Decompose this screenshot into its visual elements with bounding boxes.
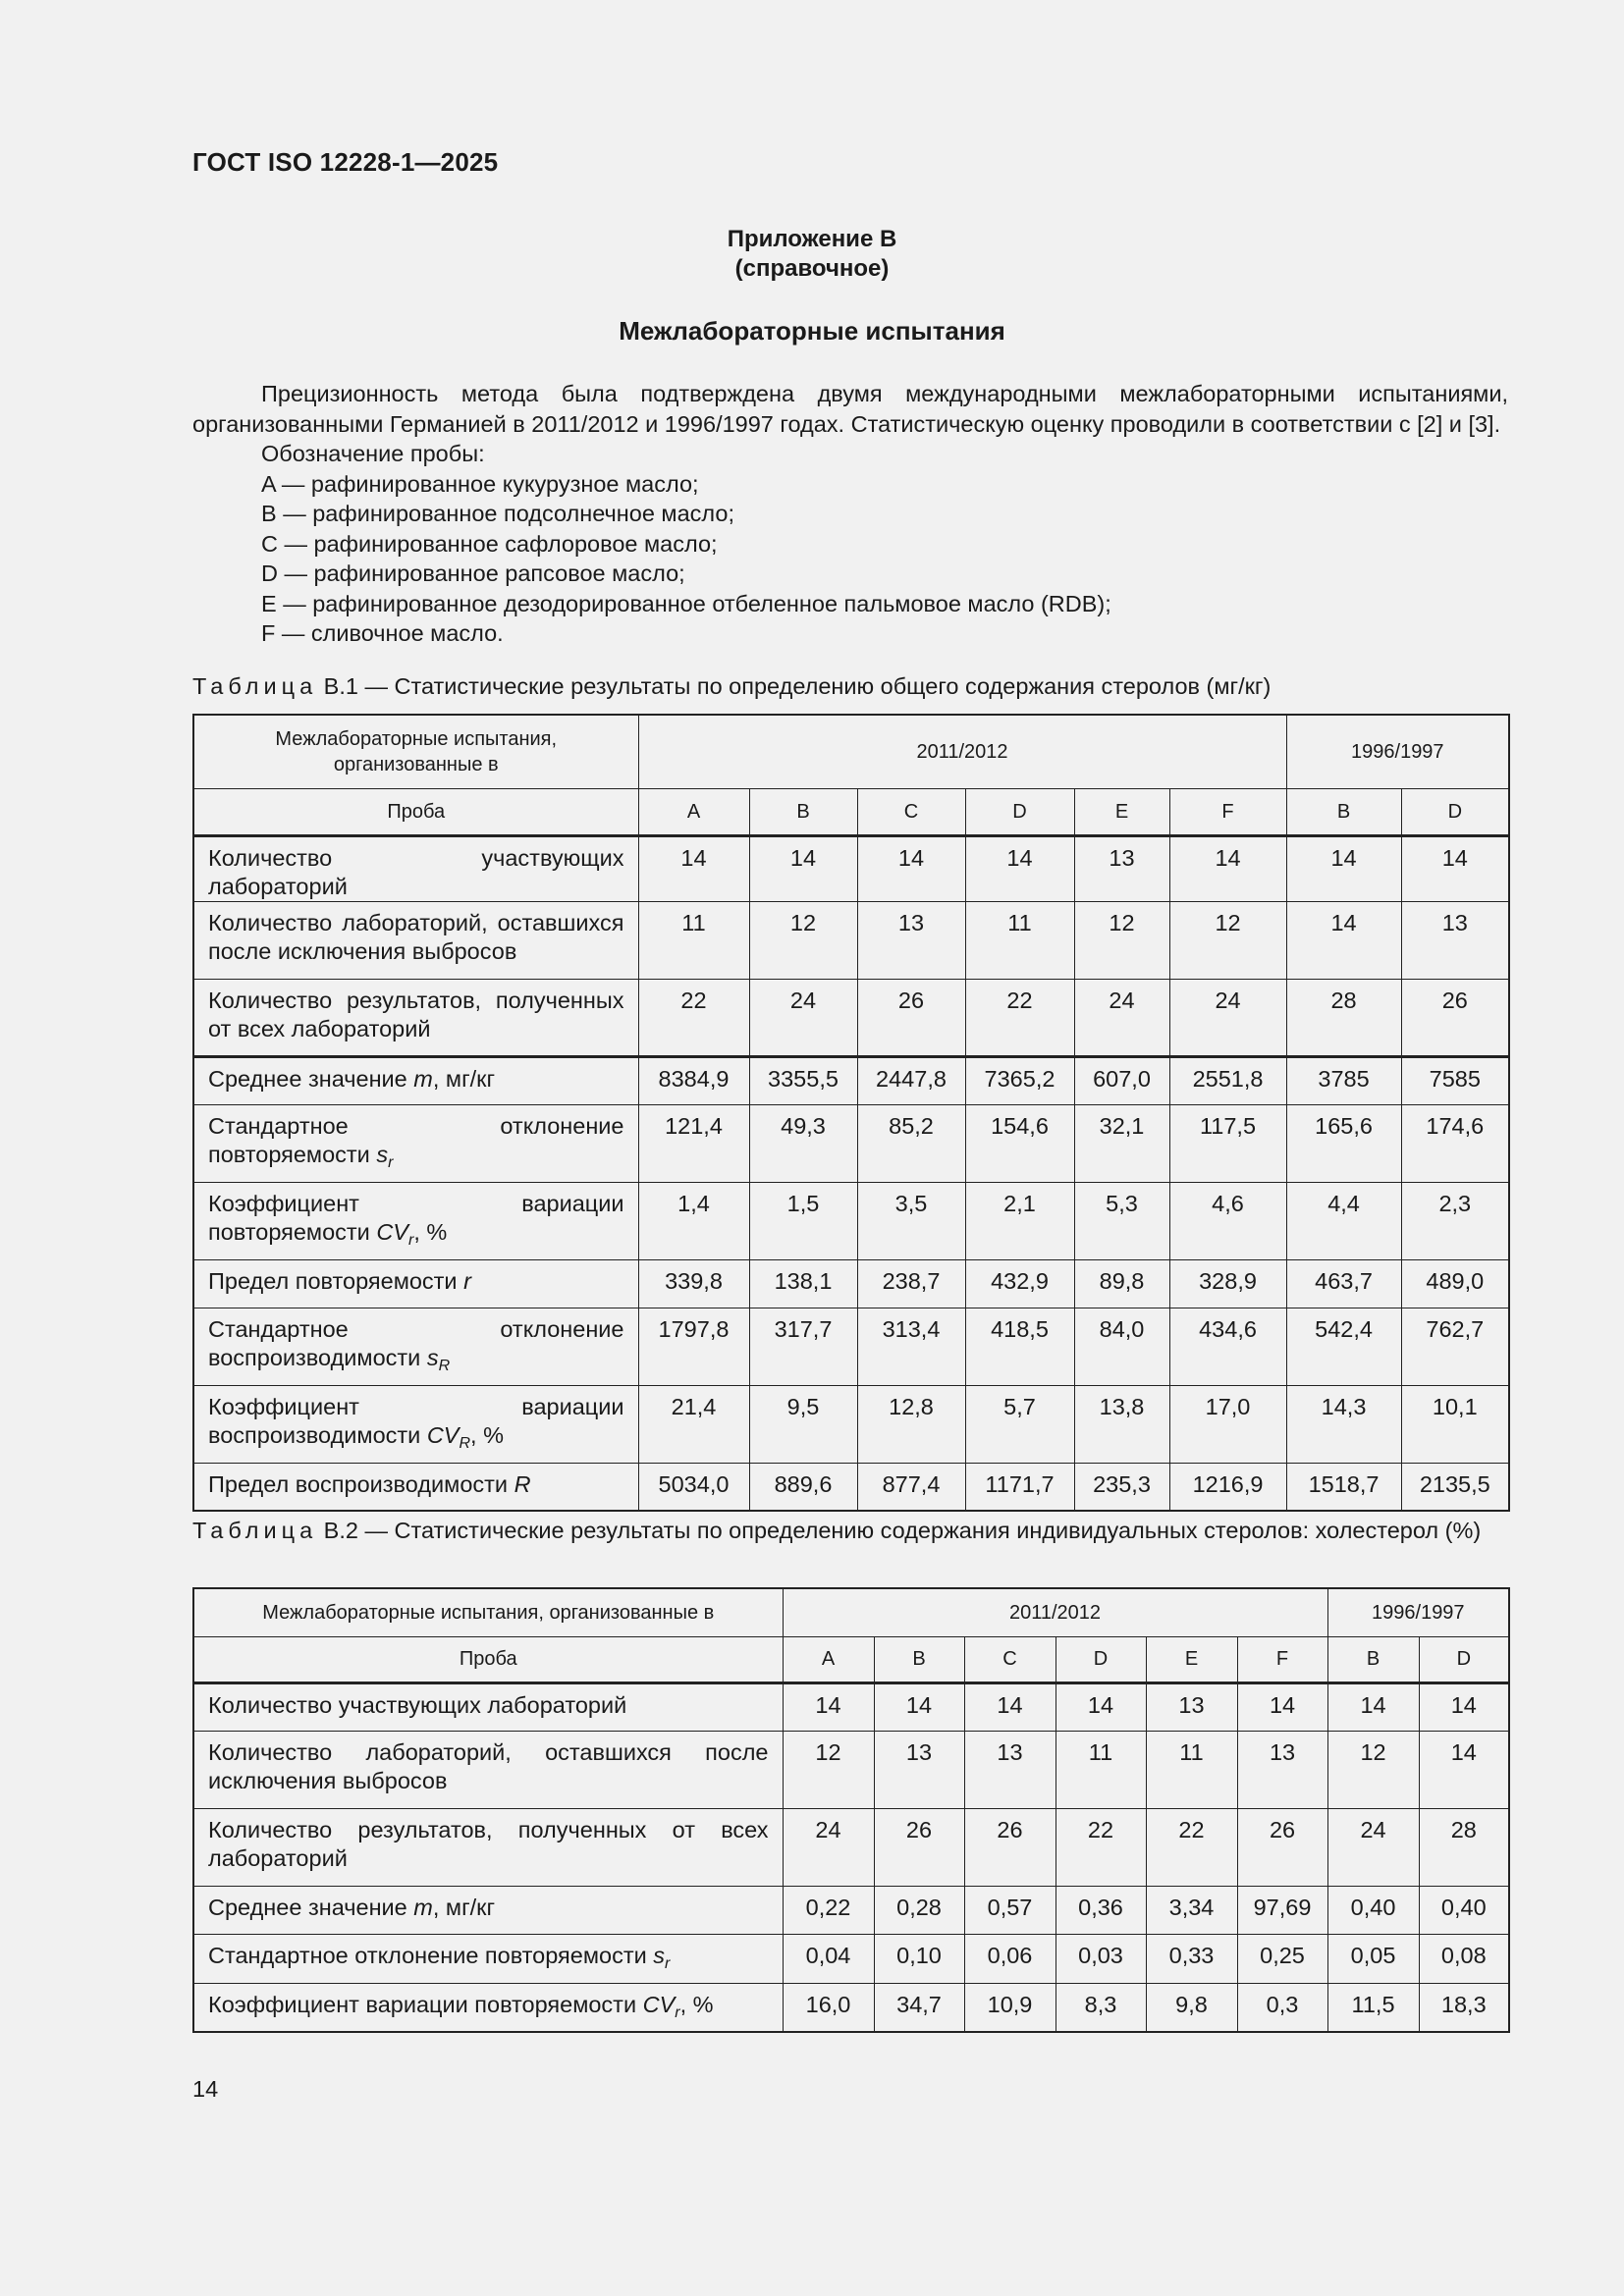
table-row: [193, 1731, 1509, 1808]
table1-col-header: B: [749, 788, 857, 835]
annex-subtitle: (справочное): [734, 255, 890, 282]
table-cell: 22: [638, 979, 749, 1056]
table-cell: 13: [1237, 1731, 1327, 1808]
intro-paragraph: Прецизионность метода была подтверждена двумя международными межлабораторными испытаниями, организованными Германией в 2011/2012 и 1996/1997 годах. Статистическую оценку проводили в соответствии с [2] и [3].: [192, 381, 1508, 437]
table-cell: 24: [1327, 1808, 1419, 1886]
table-cell: 32,1: [1074, 1104, 1169, 1182]
table-cell: 0,22: [783, 1886, 874, 1934]
table-cell: 154,6: [965, 1104, 1074, 1182]
table-cell: 14: [965, 835, 1074, 901]
table2-col-header: E: [1146, 1636, 1237, 1682]
table2-col-header: F: [1237, 1636, 1327, 1682]
table-cell: 542,4: [1286, 1308, 1401, 1385]
samples-heading: Обозначение пробы:: [261, 441, 485, 466]
table-cell: 13: [1401, 901, 1509, 979]
table2-col-header: B: [1327, 1636, 1419, 1682]
table2-col-header: D: [1419, 1636, 1509, 1682]
table-cell: 174,6: [1401, 1104, 1509, 1182]
table-row: [193, 1983, 1509, 2032]
table1-body: [193, 835, 1509, 1511]
table-cell: 418,5: [965, 1308, 1074, 1385]
table-cell: 22: [1056, 1808, 1146, 1886]
table-row: [193, 1104, 1509, 1182]
table-row: [193, 1259, 1509, 1308]
table-row: [193, 1934, 1509, 1983]
table-row: [193, 1886, 1509, 1934]
table-cell: 8384,9: [638, 1056, 749, 1104]
table-cell: 165,6: [1286, 1104, 1401, 1182]
table-cell: 0,04: [783, 1934, 874, 1983]
table-cell: 24: [1169, 979, 1286, 1056]
table-cell: 1216,9: [1169, 1463, 1286, 1511]
table-cell: 14: [1401, 835, 1509, 901]
table-cell: 0,40: [1327, 1886, 1419, 1934]
table1-col-header: D: [965, 788, 1074, 835]
table-cell: 121,4: [638, 1104, 749, 1182]
table-cell: 0,25: [1237, 1934, 1327, 1983]
table2-org-header: Межлабораторные испытания, организованные в: [193, 1588, 783, 1636]
table1-col-header: E: [1074, 788, 1169, 835]
table-cell: 12: [1327, 1731, 1419, 1808]
table-cell: 10,9: [964, 1983, 1056, 2032]
table-cell: 12: [1169, 901, 1286, 979]
table-row: [193, 1808, 1509, 1886]
table-cell: 434,6: [1169, 1308, 1286, 1385]
table-cell: 14: [964, 1682, 1056, 1731]
table-cell: 138,1: [749, 1259, 857, 1308]
table-cell: 2,1: [965, 1182, 1074, 1259]
row-symbol-subscript: r: [665, 1954, 671, 1972]
table-cell: 28: [1286, 979, 1401, 1056]
table-cell: 0,33: [1146, 1934, 1237, 1983]
table-cell: 12: [749, 901, 857, 979]
table-cell: 14: [1237, 1682, 1327, 1731]
row-symbol: s: [426, 1344, 439, 1370]
table-cell: 3,5: [857, 1182, 965, 1259]
document-code: ГОСТ ISO 12228-1—2025: [192, 147, 499, 177]
sample-item: F — сливочное масло.: [261, 620, 504, 646]
table-cell: 14: [1419, 1682, 1509, 1731]
table1-period-1996: 1996/1997: [1286, 715, 1509, 788]
table1-col-header: A: [638, 788, 749, 835]
table-cell: 14: [783, 1682, 874, 1731]
table-cell: 12: [1074, 901, 1169, 979]
row-symbol-subscript: r: [388, 1153, 394, 1171]
table-cell: 11: [1056, 1731, 1146, 1808]
sample-item: E — рафинированное дезодорированное отбеленное пальмовое масло (RDB);: [261, 590, 1111, 616]
table2-col-header: B: [874, 1636, 964, 1682]
table-cell: 26: [1237, 1808, 1327, 1886]
row-symbol: CV: [426, 1421, 460, 1448]
table-cell: 84,0: [1074, 1308, 1169, 1385]
table-cell: 16,0: [783, 1983, 874, 2032]
table1-sample-header: Проба: [193, 788, 638, 835]
table-cell: 14: [1056, 1682, 1146, 1731]
table-cell: 14: [1286, 901, 1401, 979]
table-cell: 5,3: [1074, 1182, 1169, 1259]
row-symbol-subscript: R: [459, 1434, 471, 1452]
table1-caption: [192, 671, 1508, 701]
table1-col-header: F: [1169, 788, 1286, 835]
table-cell: 24: [783, 1808, 874, 1886]
table-cell: 0,57: [964, 1886, 1056, 1934]
sample-item: C — рафинированное сафлоровое масло;: [261, 530, 718, 557]
table-cell: 432,9: [965, 1259, 1074, 1308]
table-cell: 13: [857, 901, 965, 979]
table-cell: 14: [1327, 1682, 1419, 1731]
table1-org-header: Межлабораторные испытания, организованные в: [193, 715, 638, 788]
table-cell: 22: [965, 979, 1074, 1056]
table-cell: 607,0: [1074, 1056, 1169, 1104]
table-cell: 762,7: [1401, 1308, 1509, 1385]
table-cell: 14: [1169, 835, 1286, 901]
row-label: Коэффициент вариации повторяемости $CV_r$, %: [193, 1182, 638, 1259]
table-cell: 24: [1074, 979, 1169, 1056]
row-label: Среднее значение m, мг/кг: [193, 1886, 783, 1934]
table2-body: [193, 1682, 1509, 2032]
table-cell: 13,8: [1074, 1385, 1169, 1463]
table-cell: 17,0: [1169, 1385, 1286, 1463]
table-cell: 11: [638, 901, 749, 979]
table-cell: 12: [783, 1731, 874, 1808]
row-symbol: s: [376, 1141, 389, 1167]
table-cell: 11,5: [1327, 1983, 1419, 2032]
table-row: [193, 1056, 1509, 1104]
table-cell: 14: [749, 835, 857, 901]
table-cell: 463,7: [1286, 1259, 1401, 1308]
table-cell: 8,3: [1056, 1983, 1146, 2032]
table-cell: 1797,8: [638, 1308, 749, 1385]
table2: [192, 1587, 1510, 2033]
row-label: Количество лабораторий, оставшихся после исключения выбросов: [193, 901, 638, 979]
table-cell: 85,2: [857, 1104, 965, 1182]
table1-col-header: B: [1286, 788, 1401, 835]
table-cell: 97,69: [1237, 1886, 1327, 1934]
table-cell: 0,3: [1237, 1983, 1327, 2032]
row-label: Количество результатов, полученных от всех лабораторий: [193, 979, 638, 1056]
table-cell: 4,6: [1169, 1182, 1286, 1259]
table-cell: 0,10: [874, 1934, 964, 1983]
table-row: [193, 1182, 1509, 1259]
row-label: Количество результатов, полученных от всех лабораторий: [193, 1808, 783, 1886]
table-cell: 13: [874, 1731, 964, 1808]
table-cell: 1,4: [638, 1182, 749, 1259]
row-symbol-subscript: r: [407, 1231, 414, 1249]
table2-col-header: C: [964, 1636, 1056, 1682]
table-cell: 49,3: [749, 1104, 857, 1182]
table-cell: 13: [1074, 835, 1169, 901]
table-cell: 14: [1286, 835, 1401, 901]
table-cell: 5034,0: [638, 1463, 749, 1511]
table-cell: 11: [1146, 1731, 1237, 1808]
table-cell: 328,9: [1169, 1259, 1286, 1308]
row-label: Предел воспроизводимости R: [193, 1463, 638, 1511]
row-label: Количество участвующих лабораторий: [193, 1682, 783, 1731]
table-cell: 889,6: [749, 1463, 857, 1511]
table-cell: 26: [1401, 979, 1509, 1056]
table1-caption-text: В.1 — Статистические результаты по определению общего содержания стеролов (мг/кг): [317, 673, 1272, 699]
table-cell: 235,3: [1074, 1463, 1169, 1511]
row-symbol: R: [514, 1470, 531, 1497]
table-cell: 117,5: [1169, 1104, 1286, 1182]
table2-caption-label: Таблица: [192, 1518, 318, 1543]
table-cell: 13: [1146, 1682, 1237, 1731]
table2-col-header: A: [783, 1636, 874, 1682]
row-label: Коэффициент вариации повторяемости $CV_r$, %: [193, 1983, 783, 2032]
section-title: Межлабораторные испытания: [619, 316, 1005, 346]
table-cell: 21,4: [638, 1385, 749, 1463]
table-cell: 14: [1419, 1731, 1509, 1808]
table2-period-1996: 1996/1997: [1327, 1588, 1509, 1636]
table-cell: 5,7: [965, 1385, 1074, 1463]
row-symbol: CV: [376, 1218, 408, 1245]
table-row: [193, 1308, 1509, 1385]
table2-caption-text: В.2 — Статистические результаты по определению содержания индивидуальных стеролов: холестерол (%): [317, 1518, 1482, 1543]
table-cell: 12,8: [857, 1385, 965, 1463]
table-cell: 0,03: [1056, 1934, 1146, 1983]
table-cell: 14: [638, 835, 749, 901]
table-cell: 0,40: [1419, 1886, 1509, 1934]
row-symbol: s: [653, 1942, 665, 1968]
table-cell: 0,05: [1327, 1934, 1419, 1983]
table-cell: 22: [1146, 1808, 1237, 1886]
table-cell: 0,06: [964, 1934, 1056, 1983]
table-cell: 238,7: [857, 1259, 965, 1308]
table1: [192, 714, 1510, 1512]
table-cell: 26: [857, 979, 965, 1056]
table-row: [193, 1463, 1509, 1511]
row-symbol-subscript: R: [438, 1357, 451, 1374]
row-label: Количество лабораторий, оставшихся после исключения выбросов: [193, 1731, 783, 1808]
table-cell: 0,28: [874, 1886, 964, 1934]
table-cell: 13: [964, 1731, 1056, 1808]
table1-period-2011: 2011/2012: [638, 715, 1286, 788]
table-cell: 339,8: [638, 1259, 749, 1308]
table-cell: 2447,8: [857, 1056, 965, 1104]
table-cell: 14: [857, 835, 965, 901]
body-text: [192, 379, 1508, 649]
table-cell: 2135,5: [1401, 1463, 1509, 1511]
row-symbol: m: [413, 1894, 433, 1920]
row-label: Коэффициент вариации воспроизводимости $CV_R$, %: [193, 1385, 638, 1463]
row-label: Количество участвующих лабораторий: [193, 835, 638, 901]
table2-col-header: D: [1056, 1636, 1146, 1682]
table-cell: 24: [749, 979, 857, 1056]
row-symbol-subscript: r: [675, 2003, 680, 2021]
sample-item: D — рафинированное рапсовое масло;: [261, 561, 685, 586]
table-cell: 26: [964, 1808, 1056, 1886]
table-cell: 9,5: [749, 1385, 857, 1463]
table-cell: 9,8: [1146, 1983, 1237, 2032]
table-cell: 0,36: [1056, 1886, 1146, 1934]
table1-caption-label: Таблица: [192, 673, 318, 699]
annex-title: Приложение В: [727, 226, 897, 252]
table-cell: 3,34: [1146, 1886, 1237, 1934]
table-cell: 877,4: [857, 1463, 965, 1511]
table-row: [193, 901, 1509, 979]
table-cell: 26: [874, 1808, 964, 1886]
table-cell: 2551,8: [1169, 1056, 1286, 1104]
table-cell: 1,5: [749, 1182, 857, 1259]
table-cell: 1171,7: [965, 1463, 1074, 1511]
table-cell: 34,7: [874, 1983, 964, 2032]
table-cell: 313,4: [857, 1308, 965, 1385]
table-cell: 28: [1419, 1808, 1509, 1886]
table1-col-header: D: [1401, 788, 1509, 835]
table-cell: 14,3: [1286, 1385, 1401, 1463]
row-label: Предел повторяемости r: [193, 1259, 638, 1308]
table-cell: 2,3: [1401, 1182, 1509, 1259]
table-cell: 3355,5: [749, 1056, 857, 1104]
table-cell: 10,1: [1401, 1385, 1509, 1463]
table-row: [193, 979, 1509, 1056]
table-cell: 0,08: [1419, 1934, 1509, 1983]
table-cell: 489,0: [1401, 1259, 1509, 1308]
table-cell: 14: [874, 1682, 964, 1731]
table2-caption: [192, 1516, 1508, 1545]
row-symbol: CV: [642, 1991, 676, 2017]
row-symbol: r: [463, 1267, 471, 1294]
row-label: Среднее значение m, мг/кг: [193, 1056, 638, 1104]
table1-col-header: C: [857, 788, 965, 835]
sample-item: B — рафинированное подсолнечное масло;: [261, 501, 734, 526]
sample-item: A — рафинированное кукурузное масло;: [261, 470, 699, 497]
row-label: Стандартное отклонение повторяемости $s_r$: [193, 1104, 638, 1182]
table2-sample-header: Проба: [193, 1636, 783, 1682]
table2-period-2011: 2011/2012: [783, 1588, 1327, 1636]
table-cell: 11: [965, 901, 1074, 979]
row-symbol: m: [413, 1065, 433, 1092]
table-cell: 89,8: [1074, 1259, 1169, 1308]
table-cell: 4,4: [1286, 1182, 1401, 1259]
row-label: Стандартное отклонение повторяемости $s_r$: [193, 1934, 783, 1983]
table-row: [193, 1682, 1509, 1731]
table-cell: 1518,7: [1286, 1463, 1401, 1511]
row-label: Стандартное отклонение воспроизводимости $s_R$: [193, 1308, 638, 1385]
table-row: [193, 835, 1509, 901]
page-number: 14: [192, 2076, 219, 2102]
table-cell: 18,3: [1419, 1983, 1509, 2032]
table-cell: 7585: [1401, 1056, 1509, 1104]
table-cell: 3785: [1286, 1056, 1401, 1104]
table-cell: 317,7: [749, 1308, 857, 1385]
table-row: [193, 1385, 1509, 1463]
table-cell: 7365,2: [965, 1056, 1074, 1104]
